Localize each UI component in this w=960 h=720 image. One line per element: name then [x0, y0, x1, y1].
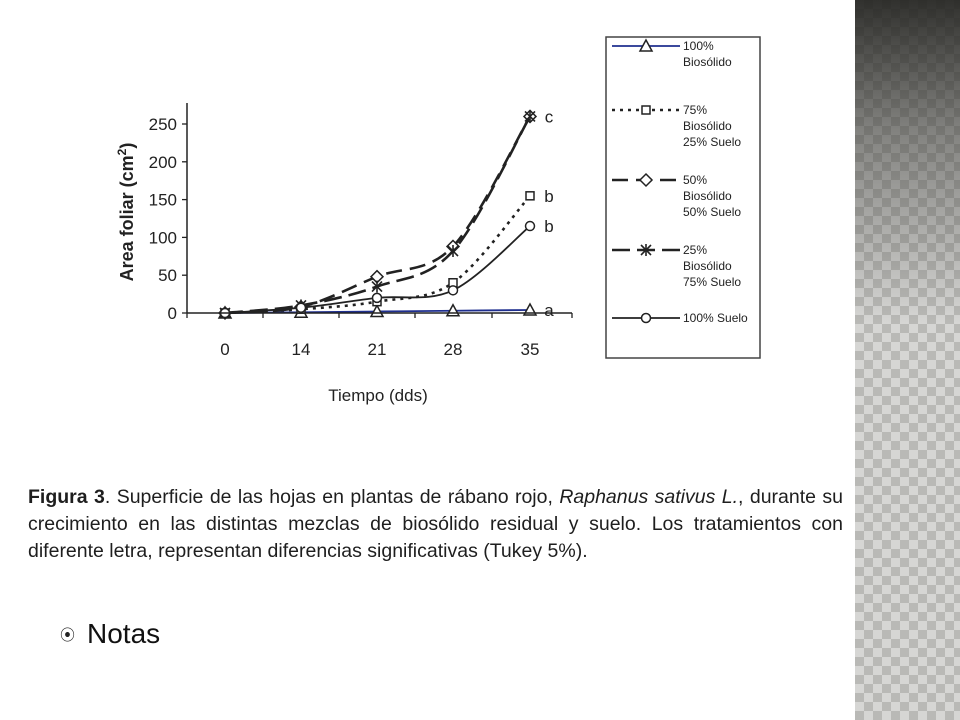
species-name: Raphanus sativus L.	[559, 486, 739, 508]
significance-letter: a	[544, 300, 554, 320]
y-axis-label: Area foliar $(cm^2)$	[115, 142, 137, 282]
x-tick-label: 14	[291, 340, 311, 359]
data-point-circle	[642, 314, 651, 323]
data-point-star	[448, 245, 458, 257]
series-4	[220, 110, 535, 319]
data-point-square	[526, 192, 534, 200]
data-point-circle	[526, 222, 535, 231]
x-axis-label: Tiempo (dds)	[328, 386, 428, 405]
plot-area	[219, 107, 554, 320]
radio-bullet-icon: ⦿	[60, 626, 76, 644]
x-tick-label: 35	[520, 340, 540, 359]
x-tick-label: 0	[220, 340, 230, 359]
legend-label: 100% Suelo	[683, 311, 748, 325]
y-tick-label: 100	[148, 228, 177, 248]
x-tick-label: 28	[443, 340, 463, 359]
y-tick-label: 250	[148, 115, 177, 134]
y-tick-label: 50	[158, 266, 177, 286]
y-tick-label: 150	[148, 190, 177, 210]
legend-label: 100% Biosólido	[683, 39, 732, 69]
significance-letter: b	[544, 186, 554, 206]
legend-label: 75% Biosólido 25% Suelo	[683, 103, 742, 149]
data-point-circle	[297, 303, 306, 312]
chart-legend	[606, 37, 760, 358]
significance-letter: b	[544, 217, 554, 237]
chart-axes	[149, 103, 572, 359]
y-tick-label: 0	[167, 304, 177, 323]
x-tick-label: 21	[367, 340, 387, 359]
y-tick-label: 200	[148, 152, 177, 172]
figure-caption	[28, 484, 843, 565]
significance-letter: c	[544, 107, 554, 127]
data-point-square	[642, 106, 650, 114]
notes-bullet-item	[60, 618, 160, 650]
figure-label: Figura 3	[28, 486, 105, 508]
caption-text-after: , durante su crecimiento en las distintas mezclas de biosólido residual y suelo. Los tratamientos con diferente letra, representan diferencias significativas (Tukey 5%).	[28, 486, 843, 562]
data-point-circle	[449, 286, 458, 295]
data-point-circle	[373, 293, 382, 302]
notes-label: Notas	[87, 618, 161, 649]
legend-label: 25% Biosólido 75% Suelo	[683, 243, 742, 289]
legend-label: 50% Biosólido 50% Suelo	[683, 173, 742, 219]
caption-text-before: . Superficie de las hojas en plantas de rábano rojo,	[104, 486, 560, 508]
